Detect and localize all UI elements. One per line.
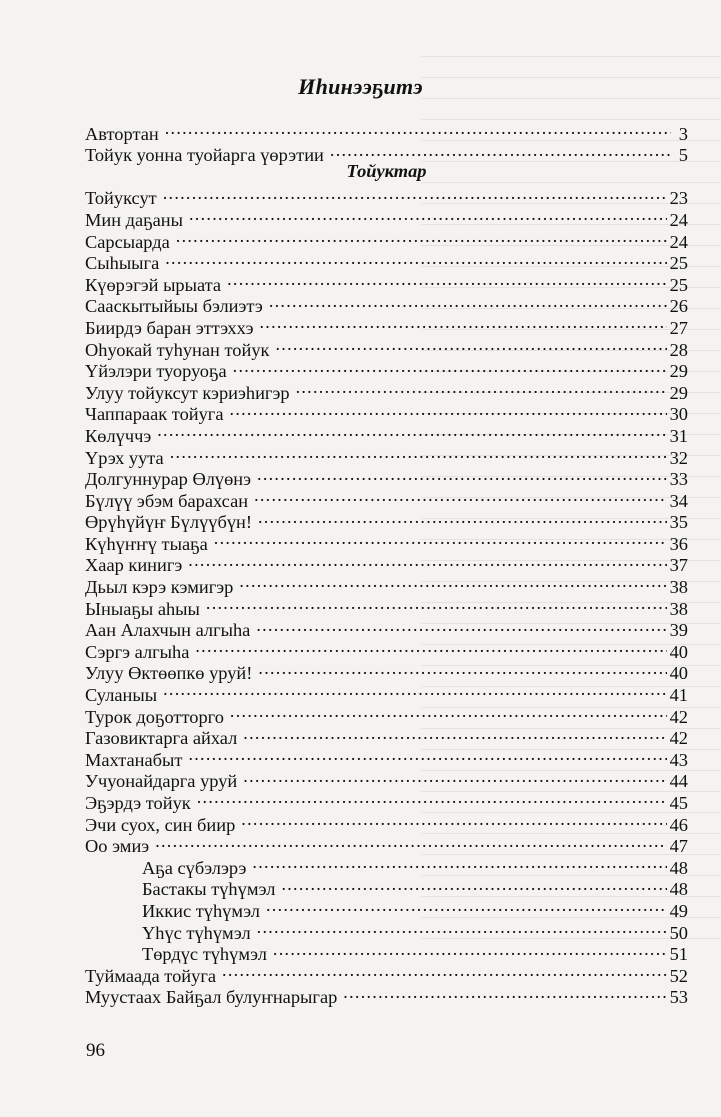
toc-entry-page: 37 xyxy=(669,555,688,576)
toc-entry-title: Сыһыыга xyxy=(85,253,160,274)
toc-entry-title: Долгуннурар Өлүөнэ xyxy=(85,469,252,490)
toc-entry-page: 48 xyxy=(669,857,688,878)
dot-leader xyxy=(214,528,667,550)
toc-entry-title: Турок доҕотторго xyxy=(85,706,224,727)
toc-entry-page: 51 xyxy=(669,944,688,965)
toc-entry-title: Автортан xyxy=(85,123,159,144)
dot-leader xyxy=(155,831,666,853)
toc-entry-title: Муустаах Байҕал булуҥнарыгар xyxy=(85,987,338,1008)
toc-entry-title: Өрүһүйүҥ Бүлүүбүн! xyxy=(85,512,252,533)
toc-entry-title: Сарсыарда xyxy=(85,231,170,252)
dot-leader xyxy=(257,464,667,486)
toc-entry-page: 52 xyxy=(669,965,688,986)
toc-entry-title: Туймаада тойуга xyxy=(85,965,217,986)
toc-entry-page: 40 xyxy=(669,641,688,662)
toc-entry-title: Сэргэ алгыһа xyxy=(85,641,190,662)
dot-leader xyxy=(243,766,666,788)
dot-leader xyxy=(195,636,666,658)
dot-leader xyxy=(230,399,667,421)
dot-leader xyxy=(157,420,666,442)
section-title: Тойуктар xyxy=(346,161,427,182)
toc-entry xyxy=(85,269,688,295)
page-number: 96 xyxy=(86,1040,105,1061)
dot-leader xyxy=(330,140,671,162)
toc-entry-title: Махтанабыт xyxy=(85,749,183,770)
toc-entry-page: 36 xyxy=(669,533,688,554)
toc-entry-title: Төрдүс түһүмэл xyxy=(142,944,267,965)
dot-leader xyxy=(266,895,667,917)
toc-entry-page: 50 xyxy=(669,922,688,943)
toc-entry-page: 35 xyxy=(669,512,688,533)
toc-subentry xyxy=(85,852,688,878)
toc-entry-page: 42 xyxy=(669,706,688,727)
toc-entry-page: 27 xyxy=(669,317,688,338)
toc-entry-title: Аҕа сүбэлэрэ xyxy=(142,857,247,878)
dot-leader xyxy=(258,658,666,680)
toc-entry xyxy=(85,183,688,209)
toc-entry-title: Оһуокай туһунан тойук xyxy=(85,339,270,360)
dot-leader xyxy=(188,744,666,766)
dot-leader xyxy=(227,269,667,291)
toc-entry-title: Бастакы түһүмэл xyxy=(142,879,276,900)
dot-leader xyxy=(163,183,667,205)
toc-entry xyxy=(85,831,688,857)
toc-entry xyxy=(85,464,688,490)
toc-entry-title: Эчи суох, син биир xyxy=(85,814,236,835)
toc-entry-title: Үрэх уута xyxy=(85,447,164,468)
toc-entry-page: 26 xyxy=(669,296,688,317)
dot-leader xyxy=(176,226,667,248)
toc-entry xyxy=(85,226,688,252)
toc-entry-title: Хаар кинигэ xyxy=(85,555,183,576)
toc-entry-title: Учуонайдарга уруй xyxy=(85,771,238,792)
toc-entry-page: 47 xyxy=(669,836,688,857)
dot-leader xyxy=(222,960,667,982)
toc-entry xyxy=(85,442,688,468)
toc-entry-title: Бүлүү эбэм барахсан xyxy=(85,490,249,511)
page-heading: Иһинээҕитэ xyxy=(298,74,423,99)
toc-entry xyxy=(85,420,688,446)
toc-entry-page: 23 xyxy=(669,188,688,209)
dot-leader xyxy=(243,723,666,745)
toc-entry-title: Көлүччэ xyxy=(85,425,152,446)
toc-entry-page: 39 xyxy=(669,620,688,641)
toc-entry-page: 33 xyxy=(669,469,688,490)
toc-entry-title: Улуу тойуксут кэриэһигэр xyxy=(85,382,290,403)
dot-leader xyxy=(252,852,666,874)
dot-leader xyxy=(273,939,667,961)
toc-entry-title: Ыныаҕы аһыы xyxy=(85,598,200,619)
toc-entry-page: 34 xyxy=(669,490,688,511)
toc-entry-title: Үйэлэри туоруоҕа xyxy=(85,361,227,382)
dot-leader xyxy=(256,615,666,637)
toc-entry-page: 28 xyxy=(669,339,688,360)
dot-leader xyxy=(281,874,666,896)
toc-entry-title: Тойук уонна туойарга үөрэтии xyxy=(85,145,324,166)
toc-entry-title: Иккис түһүмэл xyxy=(142,900,260,921)
dot-leader xyxy=(188,550,666,572)
dot-leader xyxy=(189,204,667,226)
dot-leader xyxy=(165,248,666,270)
dot-leader xyxy=(241,809,666,831)
toc-group-intro xyxy=(85,118,688,166)
toc-entry-page: 5 xyxy=(678,145,688,166)
toc-entry-page: 44 xyxy=(669,771,688,792)
toc-entry-page: 30 xyxy=(669,404,688,425)
dot-leader xyxy=(269,291,667,313)
dot-leader xyxy=(165,118,671,140)
toc-entry-title: Газовиктарга айхал xyxy=(85,728,238,749)
toc-entry-page: 24 xyxy=(669,209,688,230)
toc-entry-title: Күһүҥҥү тыаҕа xyxy=(85,533,208,554)
toc-entry-title: Эҕэрдэ тойук xyxy=(85,793,191,813)
dot-leader xyxy=(343,982,666,1004)
toc-entry-page: 25 xyxy=(669,274,688,295)
toc-entry-page: 29 xyxy=(669,382,688,403)
dot-leader xyxy=(258,507,667,529)
toc-entry-page: 38 xyxy=(669,598,688,619)
dot-leader xyxy=(254,485,667,507)
toc-entry-page: 43 xyxy=(669,749,688,770)
toc-entry-page: 29 xyxy=(669,361,688,382)
dot-leader xyxy=(275,334,666,356)
toc-entry-title: Аан Алахчын алгыһа xyxy=(85,620,251,641)
toc-entry xyxy=(85,248,688,274)
dot-leader xyxy=(296,377,667,399)
toc-entry-page: 49 xyxy=(669,900,688,921)
toc-entry xyxy=(85,118,688,144)
toc-group-subentries xyxy=(85,852,688,965)
toc-entry-title: Дьыл кэрэ кэмигэр xyxy=(85,577,234,598)
dot-leader xyxy=(197,787,667,809)
toc-entry-page: 40 xyxy=(669,663,688,684)
dot-leader xyxy=(206,593,667,615)
toc-entry-title: Сааскытыйыы бэлиэтэ xyxy=(85,296,263,317)
toc-entry-page: 48 xyxy=(669,879,688,900)
toc-entry-title: Улуу Өктөөпкө уруй! xyxy=(85,663,253,684)
toc-entry-page: 46 xyxy=(669,814,688,835)
toc-entry-title: Чаппараак тойуга xyxy=(85,404,224,425)
toc-entry-page: 3 xyxy=(678,123,688,144)
table-of-contents xyxy=(85,118,688,1008)
toc-entry-page: 53 xyxy=(669,987,688,1008)
toc-entry-title: Биирдэ баран эттэххэ xyxy=(85,317,254,338)
toc-entry-page: 45 xyxy=(669,793,688,813)
toc-entry-page: 25 xyxy=(669,253,688,274)
dot-leader xyxy=(170,442,667,464)
toc-entry-page: 38 xyxy=(669,577,688,598)
dot-leader xyxy=(233,356,667,378)
toc-entry-title: Суланыы xyxy=(85,685,158,706)
toc-entry-title: Тойуксут xyxy=(85,188,157,209)
toc-entry xyxy=(85,679,688,706)
toc-entry-page: 31 xyxy=(669,425,688,446)
toc-group-final xyxy=(85,960,688,1008)
toc-entry-page: 24 xyxy=(669,231,688,252)
toc-entry xyxy=(85,140,688,166)
toc-entry-title: Күөрэгэй ырыата xyxy=(85,274,222,295)
toc-entry-page: 41 xyxy=(669,685,688,706)
toc-group-main xyxy=(85,183,688,857)
toc-entry-title: Мин даҕаны xyxy=(85,209,183,230)
toc-entry xyxy=(85,204,688,230)
dot-leader xyxy=(239,571,666,593)
dot-leader xyxy=(259,312,666,334)
toc-entry-title: Үһүс түһүмэл xyxy=(142,922,251,943)
dot-leader xyxy=(230,701,667,723)
toc-entry-page: 32 xyxy=(669,447,688,468)
toc-entry xyxy=(85,701,688,727)
dot-leader xyxy=(163,679,667,701)
toc-entry-title: Оо эмиэ xyxy=(85,836,150,857)
toc-entry-page: 42 xyxy=(669,728,688,749)
dot-leader xyxy=(257,917,667,939)
